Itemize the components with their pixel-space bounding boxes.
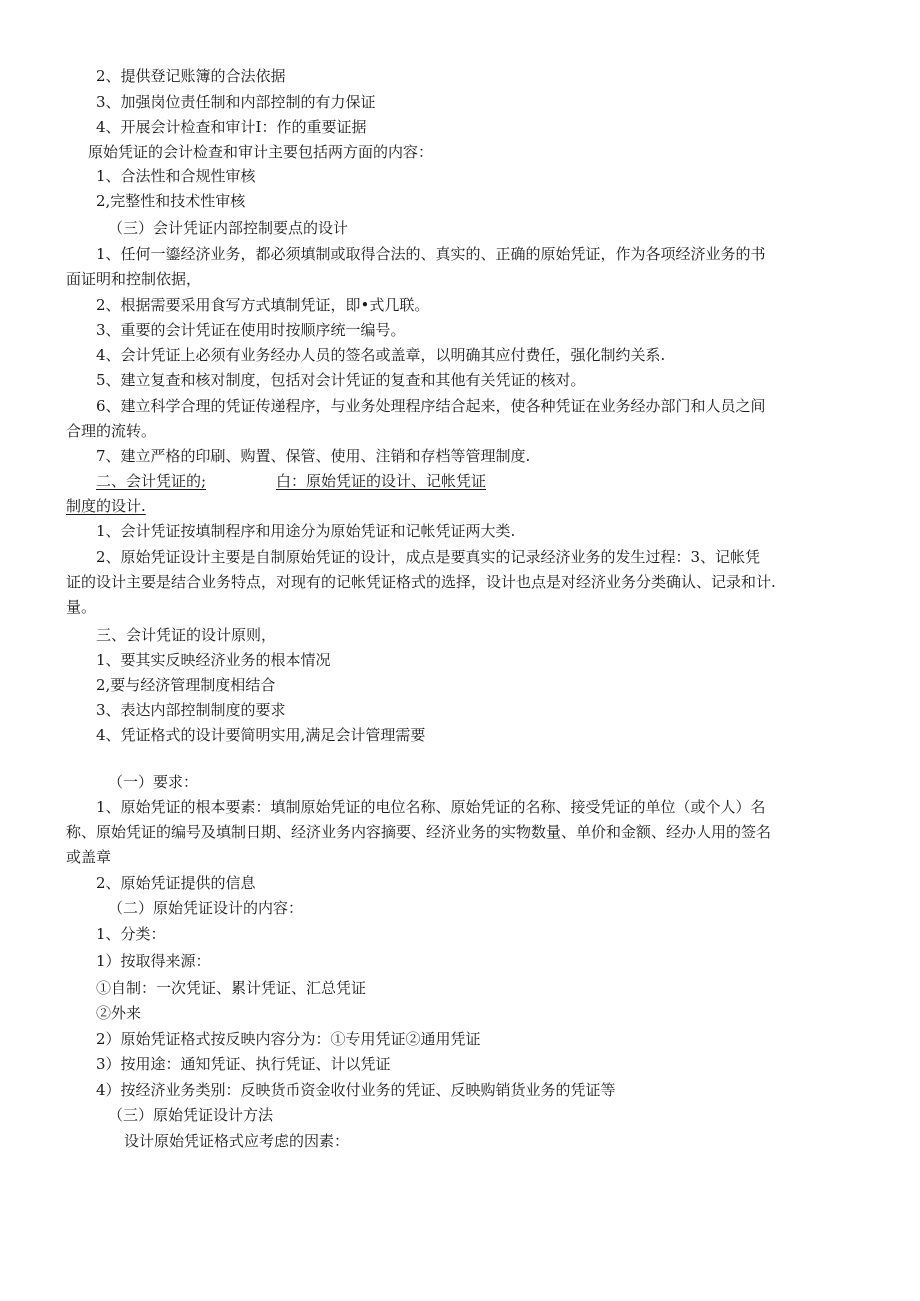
text-line: 5、建立复查和核对制度，包括对会计凭证的复查和其他有关凭证的核对。	[96, 371, 586, 389]
text-line: 2、根据需要采用食写方式填制凭证，即•式几联。	[96, 296, 430, 314]
text-line: 7、建立严格的印刷、购置、保管、使用、注销和存档等管理制度.	[96, 447, 531, 465]
section-heading-part2: 白：原始凭证的设计、记帐凭证	[276, 472, 487, 490]
text-line: 或盖章	[66, 848, 112, 866]
text-line: 3、表达内部控制制度的要求	[96, 701, 286, 719]
text-line: 1、会计凭证按填制程序和用途分为原始凭证和记帐凭证两大类.	[96, 522, 516, 540]
text-line: 3、重要的会计凭证在使用时按顺序统一编号。	[96, 321, 406, 339]
text-line: 原始凭证的会计检查和审计主要包括两方面的内容：	[88, 143, 434, 161]
text-line: 3）按用途：通知凭证、执行凭证、计以凭证	[96, 1055, 391, 1073]
text-line: 1、分类：	[96, 925, 166, 943]
text-line: 4、会计凭证上必须有业务经办人员的签名或盖章，以明确其应付费任，强化制约关系.	[96, 346, 666, 364]
text-line: 称、原始凭证的编号及填制日期、经济业务内容摘要、经济业务的实物数量、单价和金额、经办人用的签名	[66, 823, 772, 841]
section-heading-cont: 制度的设计.	[66, 497, 146, 515]
text-line: 面证明和控制依据，	[66, 270, 202, 288]
text-line: 2、提供登记账簿的合法依据	[96, 67, 286, 85]
text-line: 2,要与经济管理制度相结合	[96, 676, 276, 694]
text-line: 4、凭证格式的设计要简明实用,满足会计管理需要	[96, 726, 426, 744]
text-line: 2,完整性和技术性审核	[96, 192, 246, 210]
text-line: 3、加强岗位责任制和内部控制的有力保证	[96, 93, 376, 111]
text-line: 4、开展会计检查和审计I：作的重要证据	[96, 118, 367, 136]
text-line: 2、原始凭证设计主要是自制原始凭证的设计，成点是要真实的记录经济业务的发生过程：3、记帐凭	[96, 548, 761, 566]
text-line: 4）按经济业务类别：反映货币资金收付业务的凭证、反映购销货业务的凭证等	[96, 1081, 616, 1099]
text-line: 2）原始凭证格式按反映内容分为：①专用凭证②通用凭证	[96, 1030, 481, 1048]
text-line: ①自制：一次凭证、累计凭证、汇总凭证	[96, 979, 367, 997]
section-heading-part1: 二、会计凭证的;	[96, 472, 207, 490]
section-heading: （三）会计凭证内部控制要点的设计	[108, 219, 349, 237]
text-line: 1、任何一鎏经济业务，都必须填制或取得合法的、真实的、正确的原始凭证，作为各项经济业务的书	[96, 245, 766, 263]
section-heading: （二）原始凭证设计的内容：	[108, 899, 304, 917]
text-line: 1、原始凭证的根本要素：填制原始凭证的电位名称、原始凭证的名称、接受凭证的单位（或个人）名	[96, 798, 766, 816]
text-line: 设计原始凭证格式应考虑的因素：	[124, 1132, 350, 1150]
text-line: 2、原始凭证提供的信息	[96, 874, 256, 892]
text-line: 证的设计主要是结合业务特点，对现有的记帐凭证格式的选择，设计也点是对经济业务分类确认、记录和计.	[66, 573, 776, 591]
text-line: 1）按取得来源：	[96, 952, 211, 970]
text-line: 量。	[66, 598, 97, 616]
section-heading: （三）原始凭证设计方法	[108, 1106, 274, 1124]
text-line: 6、建立科学合理的凭证传递程序，与业务处理程序结合起来，使各种凭证在业务经办部门和人员之间	[96, 397, 766, 415]
section-heading: 三、会计凭证的设计原则，	[96, 626, 277, 644]
section-heading: （一）要求：	[108, 773, 199, 791]
text-line: ②外来	[96, 1004, 142, 1022]
text-line: 合理的流转。	[66, 422, 157, 440]
text-line: 1、合法性和合规性审核	[96, 167, 256, 185]
text-line: 1、要其实反映经济业务的根本情况	[96, 651, 331, 669]
